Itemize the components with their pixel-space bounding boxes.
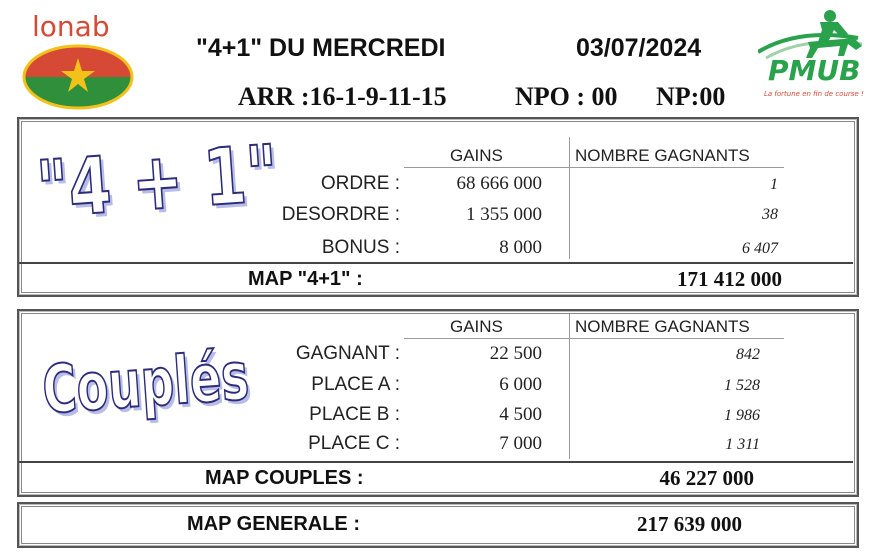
winners-place-c: 1 311: [725, 436, 760, 453]
winners-header: NOMBRE GAGNANTS: [575, 146, 750, 165]
gain-desordre: 1 355 000: [466, 204, 542, 225]
gain-place-a: 6 000: [499, 374, 542, 395]
gain-ordre: 68 666 000: [456, 173, 542, 194]
quinte-title: "4 + 1": [34, 129, 282, 236]
winners-place-a: 1 528: [724, 377, 760, 394]
row-label-place-c: PLACE C :: [308, 433, 400, 454]
map-quinte-label: MAP "4+1" :: [248, 268, 363, 290]
gain-place-b: 4 500: [499, 404, 542, 425]
winners-bonus: 6 407: [742, 240, 778, 257]
gain-bonus: 8 000: [499, 237, 542, 258]
np-value: NP:00: [656, 82, 726, 111]
row-label-place-a: PLACE A :: [311, 374, 400, 395]
map-generale-label: MAP GENERALE :: [187, 513, 360, 535]
map-generale-value: 217 639 000: [637, 512, 742, 536]
row-label-bonus: BONUS :: [321, 237, 400, 258]
gain-gagnant: 22 500: [489, 343, 542, 364]
gains-header-couples: GAINS: [450, 317, 503, 336]
winners-header-couples: NOMBRE GAGNANTS: [575, 317, 750, 336]
pmub-logo: [752, 8, 868, 108]
burkina-emblem-icon: [22, 44, 134, 110]
winners-desordre: 38: [762, 206, 778, 223]
winners-ordre: 1: [770, 176, 778, 193]
arrival-numbers: ARR :16-1-9-11-15: [238, 82, 447, 111]
lonab-logo: [18, 8, 138, 108]
pmub-logo-text: PMUB: [768, 54, 861, 87]
row-label-ordre: ORDRE :: [320, 173, 400, 194]
map-couples-value: 46 227 000: [659, 466, 754, 490]
pmub-tagline: La fortune en fin de course !: [764, 90, 864, 98]
lonab-logo-text: lonab: [32, 10, 110, 43]
winners-place-b: 1 986: [724, 407, 760, 424]
row-label-gagnant: GAGNANT :: [295, 343, 400, 364]
draw-title: "4+1" DU MERCREDI: [196, 34, 446, 62]
npo-value: NPO : 00: [515, 82, 618, 111]
map-couples-label: MAP COUPLES :: [205, 467, 364, 489]
draw-date: 03/07/2024: [576, 34, 702, 62]
winners-gagnant: 842: [736, 346, 760, 363]
map-quinte-value: 171 412 000: [677, 267, 782, 291]
gains-header: GAINS: [450, 146, 503, 165]
row-label-place-b: PLACE B :: [309, 404, 400, 425]
gain-place-c: 7 000: [499, 433, 542, 454]
row-label-desordre: DESORDRE :: [281, 204, 400, 225]
couples-title: Couplés: [40, 337, 252, 429]
